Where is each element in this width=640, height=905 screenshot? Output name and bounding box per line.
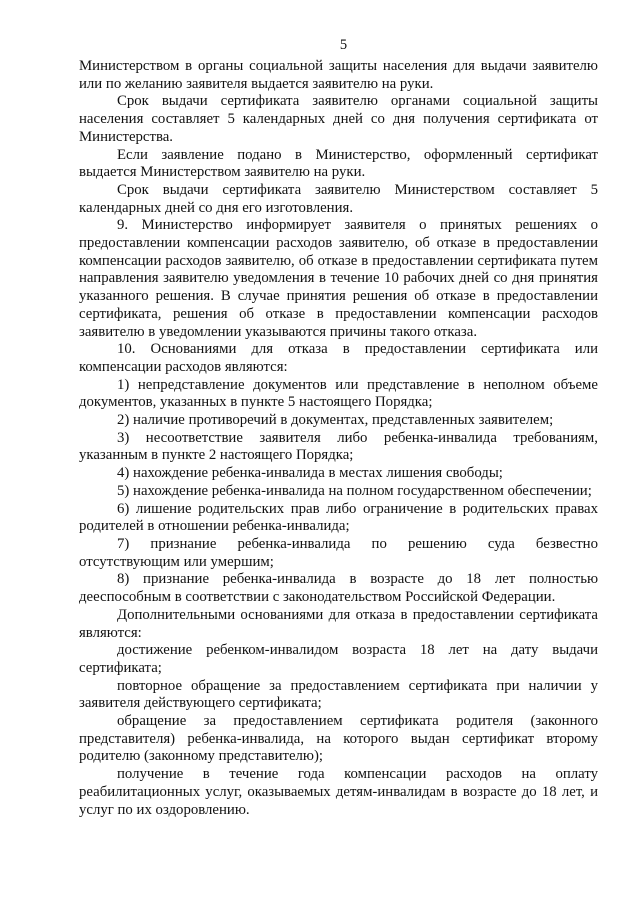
additional-ground-second-parent: обращение за предоставлением сертификата родителя (законного представителя) ребенка-инвалида, на которого выдан сертификат второму родителю (законному представителю); [79, 713, 598, 765]
list-item-4: 4) нахождение ребенка-инвалида в местах лишения свободы; [117, 465, 503, 482]
paragraph-issue-term-social: Срок выдачи сертификата заявителю органами социальной защиты населения составляет 5 календарных дней со дня получения сертификата от Министерства. [79, 93, 598, 145]
additional-ground-age: достижение ребенком-инвалидом возраста 18 лет на дату выдачи сертификата; [79, 642, 598, 676]
paragraph-clause-9: 9. Министерство информирует заявителя о принятых решениях о предоставлении компенсации расходов заявителю, об отказе в предоставлении компенсации расходов заявителю, об отказе в предоставлении сертификата путем направления заявителю уведомления в течение 10 рабочих дней со дня принятия указанного решения. В случае принятия решения об отказе в предоставлении сертификата, решения об отказе в предоставлении компенсации расходов заявителю в уведомлении указываются причины такого отказа. [79, 217, 598, 340]
paragraph-issue-term-ministry: Срок выдачи сертификата заявителю Министерством составляет 5 календарных дней со дня его изготовления. [79, 181, 598, 216]
additional-ground-compensation: получение в течение года компенсации расходов на оплату реабилитационных услуг, оказываемых детям-инвалидам в возрасте до 18 лет, и услуг по их оздоровлению. [79, 766, 598, 818]
paragraph-ministry-issue: Если заявление подано в Министерство, оформленный сертификат выдается Министерством заявителю на руки. [79, 146, 598, 181]
list-item-5: 5) нахождение ребенка-инвалида на полном государственном обеспечении; [117, 482, 592, 499]
list-item-7: 7) признание ребенка-инвалида по решению суда безвестно отсутствующим или умершим; [79, 535, 598, 570]
list-item-3: 3) несоответствие заявителя либо ребенка-инвалида требованиям, указанным в пункте 2 настоящего Порядка; [79, 429, 598, 464]
list-item-1: 1) непредставление документов или представление в неполном объеме документов, указанных в пункте 5 настоящего Порядка; [79, 376, 598, 411]
page-number: 5 [339, 37, 348, 53]
list-item-2: 2) наличие противоречий в документах, представленных заявителем; [117, 412, 554, 429]
paragraph-clause-10: 10. Основаниями для отказа в предоставлении сертификата или компенсации расходов являются: [79, 341, 598, 375]
document-body [79, 58, 598, 819]
paragraph-additional-grounds: Дополнительными основаниями для отказа в предоставлении сертификата являются: [79, 606, 598, 641]
list-item-8: 8) признание ребенка-инвалида в возрасте до 18 лет полностью дееспособным в соответствии с законодательством Российской Федерации. [79, 571, 598, 606]
paragraph-continuation: Министерством в органы социальной защиты населения для выдачи заявителю или по желанию заявителя выдается заявителю на руки. [79, 58, 598, 92]
additional-ground-repeat: повторное обращение за предоставлением сертификата при наличии у заявителя действующего сертификата; [79, 677, 598, 712]
list-item-6: 6) лишение родительских прав либо ограничение в родительских правах родителей в отношении ребенка-инвалида; [79, 500, 598, 535]
